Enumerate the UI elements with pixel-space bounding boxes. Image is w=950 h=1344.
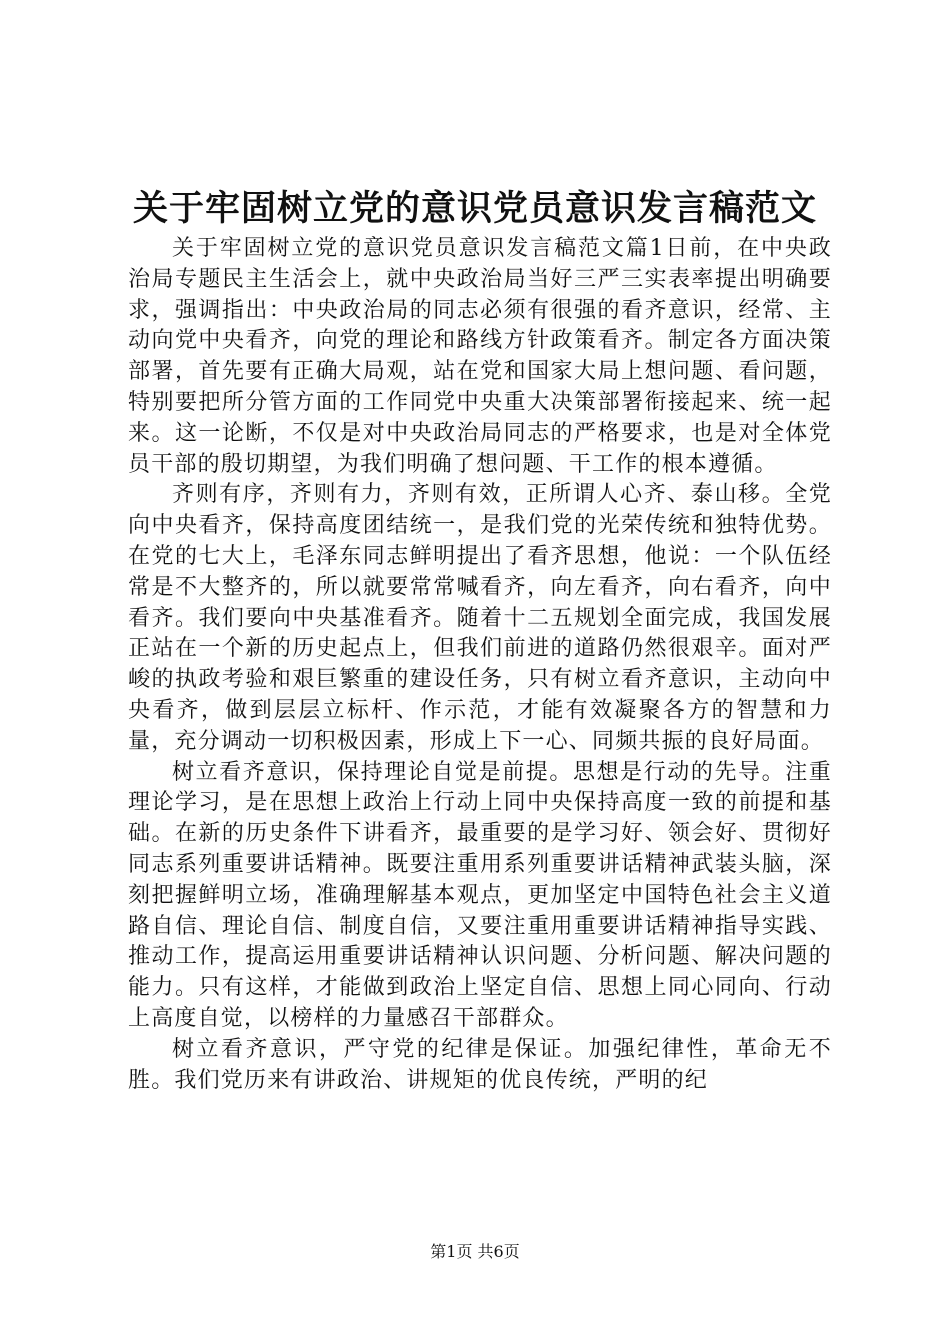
paragraph: 树立看齐意识，严守党的纪律是保证。加强纪律性，革命无不胜。我们党历来有讲政治、讲规矩的优良传统，严明的纪 [128, 1036, 832, 1093]
paragraph: 树立看齐意识，保持理论自觉是前提。思想是行动的先导。注重理论学习，是在思想上政治上行动上同中央保持高度一致的前提和基础。在新的历史条件下讲看齐，最重要的是学习好、领会好、贯彻好同志系列重要讲话精神。既要注重用系列重要讲话精神武装头脑，深刻把握鲜明立场，准确理解基本观点，更加坚定中国特色社会主义道路自信、理论自信、制度自信，又要注重用重要讲话精神指导实践、推动工作，提高运用重要讲话精神认识问题、分析问题、解决问题的能力。只有这样，才能做到政治上坚定自信、思想上同心同向、行动上高度自觉，以榜样的力量感召干部群众。 [128, 759, 832, 1031]
paragraph: 关于牢固树立党的意识党员意识发言稿范文篇1日前，在中央政治局专题民主生活会上，就中央政治局当好三严三实表率提出明确要求，强调指出：中央政治局的同志必须有很强的看齐意识，经常、主动向党中央看齐，向党的理论和路线方针政策看齐。制定各方面决策部署，首先要有正确大局观，站在党和国家大局上想问题、看问题，特别要把所分管方面的工作同党中央重大决策部署衔接起来、统一起来。这一论断，不仅是对中央政治局同志的严格要求，也是对全体党员干部的殷切期望，为我们明确了想问题、干工作的根本遵循。 [128, 236, 832, 477]
page-footer [0, 1240, 950, 1264]
document-title: 关于牢固树立党的意识党员意识发言稿范文 [132, 188, 817, 229]
paragraph: 齐则有序，齐则有力，齐则有效，正所谓人心齐、泰山移。全党向中央看齐，保持高度团结统一，是我们党的光荣传统和独特优势。在党的七大上，毛泽东同志鲜明提出了看齐思想，他说：一个队伍经常是不大整齐的，所以就要常常喊看齐，向左看齐，向右看齐，向中看齐。我们要向中央基准看齐。随着十二五规划全面完成，我国发展正站在一个新的历史起点上，但我们前进的道路仍然很艰辛。面对严峻的执政考验和艰巨繁重的建设任务，只有树立看齐意识，主动向中央看齐，做到层层立标杆、作示范，才能有效凝聚各方的智慧和力量，充分调动一切积极因素，形成上下一心、同频共振的良好局面。 [128, 482, 832, 754]
page-number-indicator: 第1页 共6页 [430, 1242, 520, 1261]
document-body [128, 234, 832, 1096]
